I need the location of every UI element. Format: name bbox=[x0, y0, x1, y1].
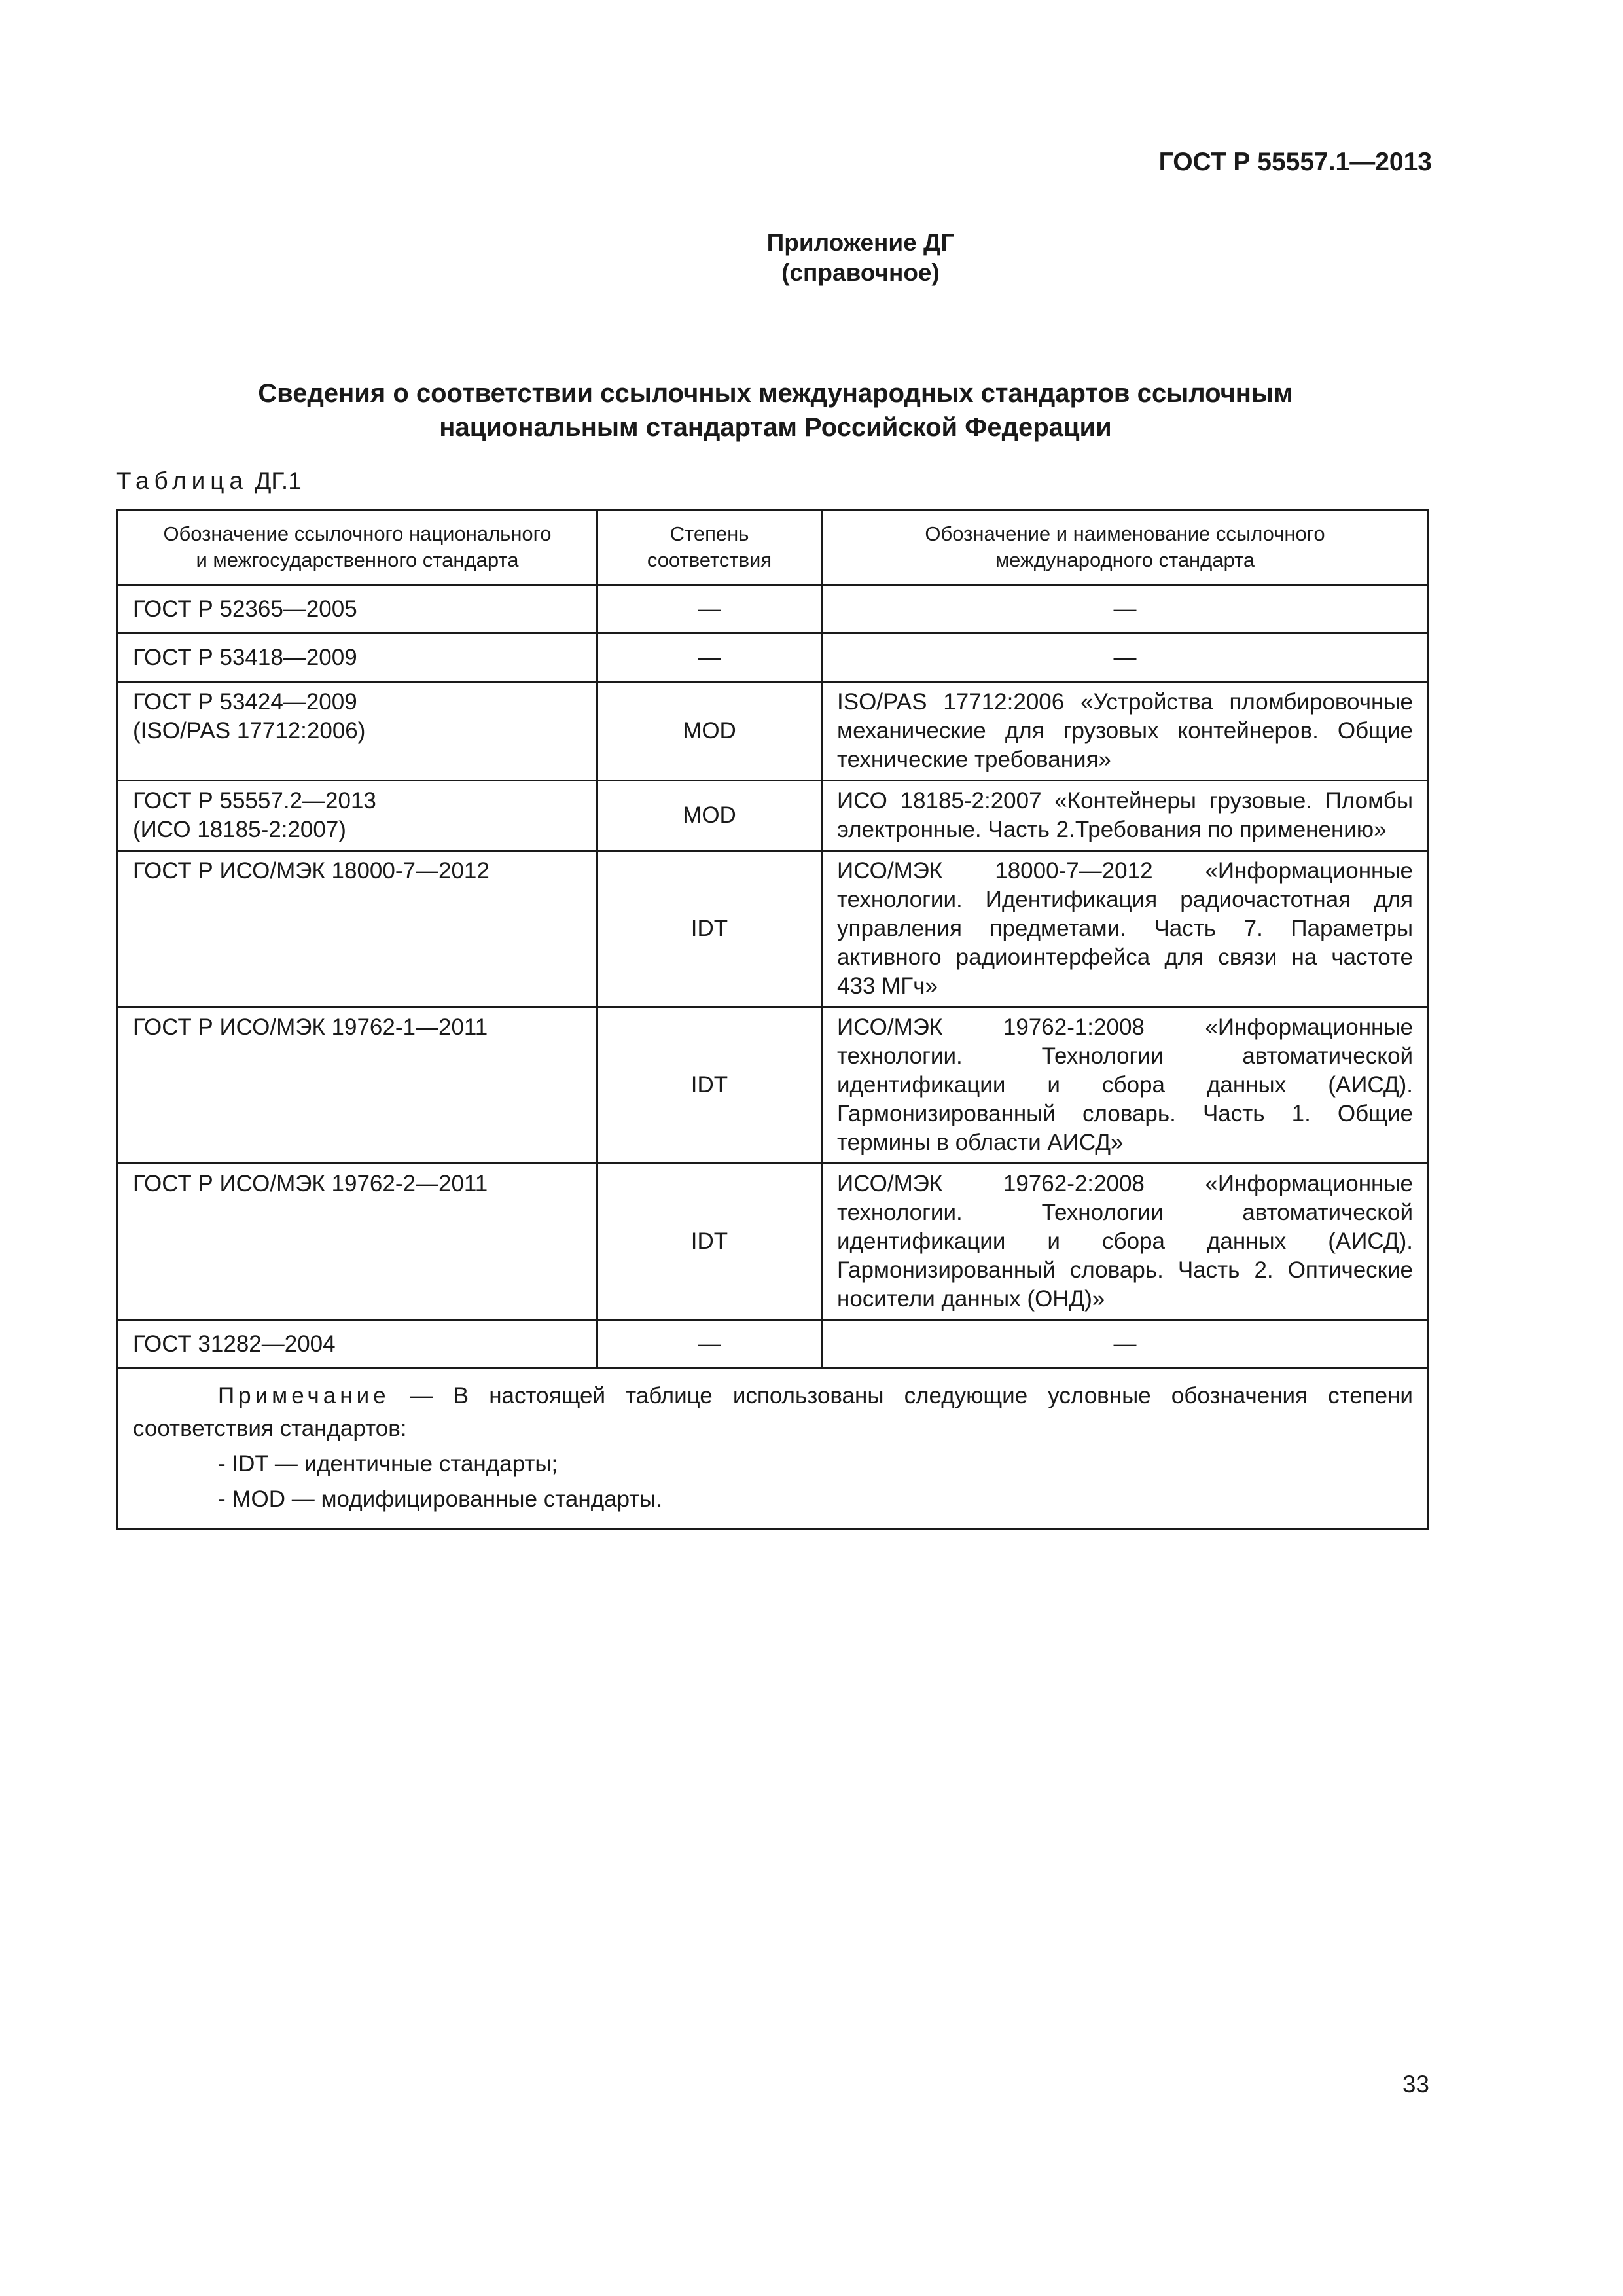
national-standard-cell bbox=[118, 851, 597, 1007]
table-row bbox=[118, 585, 1429, 634]
table-row bbox=[118, 1007, 1429, 1164]
table-header-row bbox=[118, 510, 1429, 585]
national-standard-line: (ISO/PAS 17712:2006) bbox=[133, 718, 366, 744]
standards-correspondence-table bbox=[116, 509, 1429, 1530]
table-row bbox=[118, 634, 1429, 682]
international-standard-cell: ИСО/МЭК 18000-7—2012 «Информационные технологии. Идентификация радиочастотная для управления предметами. Часть 7. Параметры активного радиоинтерфейса для связи на частоте 433 МГч» bbox=[822, 851, 1429, 1007]
international-standard-cell: ИСО/МЭК 19762-2:2008 «Информационные технологии. Технологии автоматической идентификации и сбора данных (АИСД). Гармонизированный словарь. Часть 2. Оптические носители данных (ОНД)» bbox=[822, 1164, 1429, 1320]
international-standard-cell: ИСО 18185-2:2007 «Контейнеры грузовые. Пломбы электронные. Часть 2.Требования по применению» bbox=[822, 781, 1429, 851]
page-number: 33 bbox=[1402, 2071, 1429, 2098]
national-standard-cell bbox=[118, 585, 597, 634]
section-title-line-2: национальным стандартам Российской Федерации bbox=[439, 413, 1112, 442]
table-row bbox=[118, 1164, 1429, 1320]
header-line: и межгосударственного стандарта bbox=[196, 548, 519, 571]
international-standard-cell: — bbox=[822, 1320, 1429, 1369]
header-line: Степень bbox=[669, 522, 749, 545]
appendix-heading bbox=[0, 228, 1623, 288]
appendix-type: (справочное) bbox=[781, 259, 940, 286]
degree-cell: — bbox=[597, 1320, 822, 1369]
degree-cell: IDT bbox=[597, 1007, 822, 1164]
national-standard-cell bbox=[118, 682, 597, 781]
national-standard-line: ГОСТ Р ИСО/МЭК 19762-1—2011 bbox=[133, 1014, 488, 1040]
section-title-line-1: Сведения о соответствии ссылочных международных стандартов ссылочным bbox=[258, 379, 1293, 408]
section-title bbox=[170, 376, 1381, 444]
header-degree bbox=[597, 510, 822, 585]
international-standard-cell: ISO/PAS 17712:2006 «Устройства пломбировочные механические для грузовых контейнеров. Общие технические требования» bbox=[822, 682, 1429, 781]
degree-cell: MOD bbox=[597, 682, 822, 781]
note-item: - MOD — модифицированные стандарты. bbox=[218, 1486, 663, 1512]
table-row bbox=[118, 851, 1429, 1007]
table-row bbox=[118, 781, 1429, 851]
national-standard-line: ГОСТ Р ИСО/МЭК 19762-2—2011 bbox=[133, 1171, 488, 1196]
national-standard-line: ГОСТ Р 53424—2009 bbox=[133, 689, 357, 715]
national-standard-cell bbox=[118, 781, 597, 851]
table-row bbox=[118, 1320, 1429, 1369]
header-national-standard bbox=[118, 510, 597, 585]
international-standard-cell: — bbox=[822, 634, 1429, 682]
document-code: ГОСТ Р 55557.1—2013 bbox=[1158, 148, 1432, 176]
header-line: соответствия bbox=[647, 548, 772, 571]
national-standard-line: ГОСТ Р ИСО/МЭК 18000-7—2012 bbox=[133, 858, 490, 884]
degree-cell: MOD bbox=[597, 781, 822, 851]
national-standard-cell bbox=[118, 1007, 597, 1164]
national-standard-line: ГОСТ Р 52365—2005 bbox=[133, 596, 357, 622]
international-standard-cell: — bbox=[822, 585, 1429, 634]
table-caption bbox=[116, 467, 302, 495]
national-standard-line: ГОСТ Р 53418—2009 bbox=[133, 644, 357, 670]
degree-cell: IDT bbox=[597, 1164, 822, 1320]
table-caption-number: ДГ.1 bbox=[255, 467, 302, 494]
national-standard-cell bbox=[118, 1164, 597, 1320]
note-item: - IDT — идентичные стандарты; bbox=[218, 1451, 558, 1477]
note-paragraph bbox=[133, 1380, 1413, 1445]
note-text: — В настоящей таблице использованы следующие условные обозначения степени соответствия стандартов: bbox=[133, 1383, 1413, 1441]
appendix-title: Приложение ДГ bbox=[766, 229, 955, 256]
header-international-standard bbox=[822, 510, 1429, 585]
national-standard-line: ГОСТ Р 55557.2—2013 bbox=[133, 788, 376, 814]
national-standard-line: (ИСО 18185-2:2007) bbox=[133, 817, 346, 842]
header-line: Обозначение ссылочного национального bbox=[163, 522, 552, 545]
national-standard-cell bbox=[118, 634, 597, 682]
table-note-row bbox=[118, 1369, 1429, 1529]
international-standard-cell: ИСО/МЭК 19762-1:2008 «Информационные технологии. Технологии автоматической идентификации и сбора данных (АИСД). Гармонизированный словарь. Часть 1. Общие термины в области АИСД» bbox=[822, 1007, 1429, 1164]
table-note bbox=[118, 1369, 1429, 1529]
table-row bbox=[118, 682, 1429, 781]
note-label: Примечание bbox=[218, 1383, 390, 1408]
header-line: Обозначение и наименование ссылочного bbox=[925, 522, 1325, 545]
national-standard-line: ГОСТ 31282—2004 bbox=[133, 1331, 336, 1357]
national-standard-cell bbox=[118, 1320, 597, 1369]
header-line: международного стандарта bbox=[995, 548, 1255, 571]
table-caption-prefix: Таблица bbox=[116, 467, 249, 494]
degree-cell: — bbox=[597, 634, 822, 682]
degree-cell: — bbox=[597, 585, 822, 634]
degree-cell: IDT bbox=[597, 851, 822, 1007]
